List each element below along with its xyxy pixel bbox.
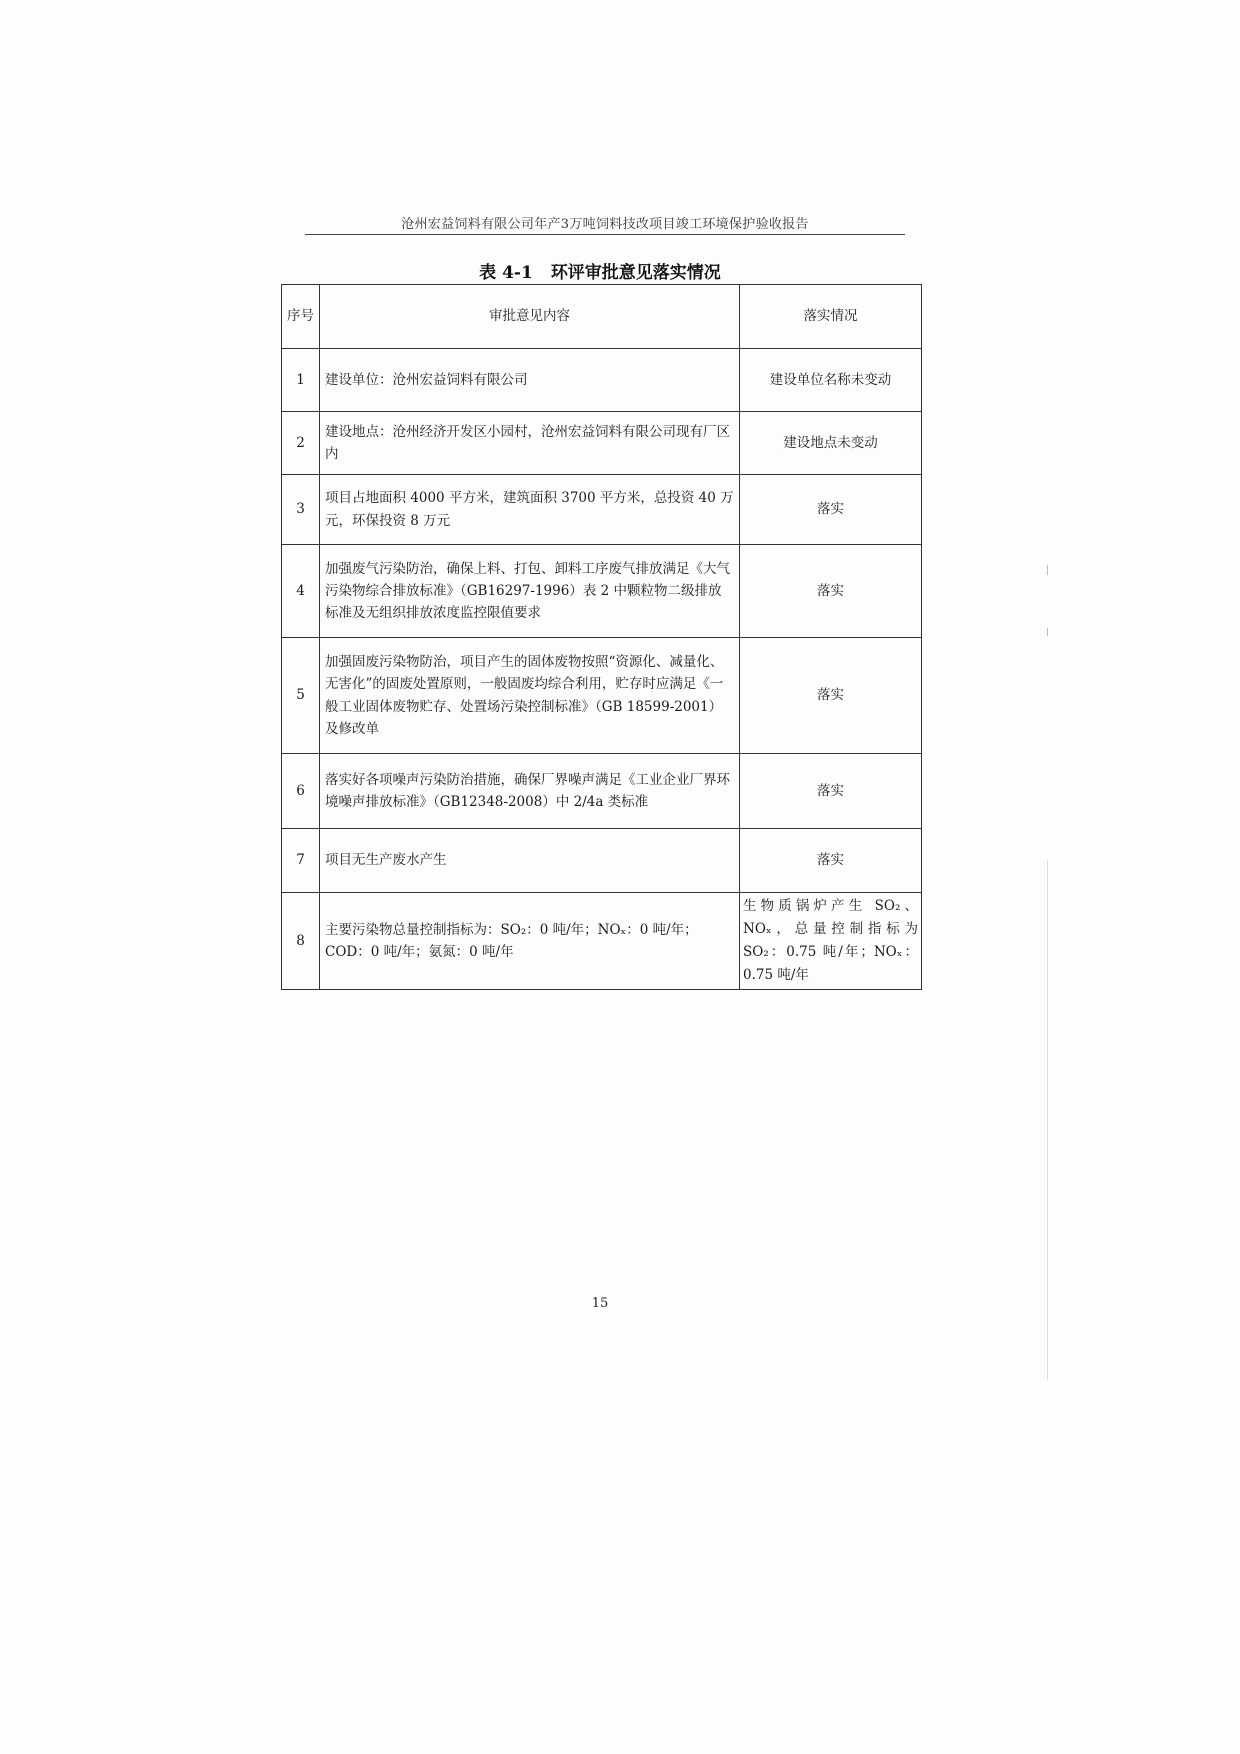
row-content: 落实好各项噪声污染防治措施，确保厂界噪声满足《工业企业厂界环境噪声排放标准》（GB12348-2008）中 2/4a 类标准 [320,754,740,829]
row-no: 2 [282,412,320,475]
table-number: 表 4-1 [479,263,533,283]
scan-edge-mark [1047,860,1048,1380]
row-no: 6 [282,754,320,829]
header-rule [305,234,905,235]
row-content: 项目占地面积 4000 平方米，建筑面积 3700 平方米，总投资 40 万元，环保投资 8 万元 [320,475,740,545]
table-row [282,475,922,545]
table-row [282,545,922,638]
page-number: 15 [591,1296,609,1311]
scan-edge-mark [1047,565,1048,575]
row-no: 4 [282,545,320,638]
row-content: 建设地点：沧州经济开发区小园村，沧州宏益饲料有限公司现有厂区内 [320,412,740,475]
row-status: 落实 [740,475,922,545]
row-content: 项目无生产废水产生 [320,829,740,893]
table-row [282,638,922,754]
row-status: 建设地点未变动 [740,412,922,475]
table-row [282,754,922,829]
approval-table [281,284,922,990]
row-status: 落实 [740,545,922,638]
row-no: 1 [282,349,320,412]
row-status: 落实 [740,754,922,829]
row-status: 落实 [740,638,922,754]
table-row [282,349,922,412]
header-content: 审批意见内容 [320,285,740,349]
header-no: 序号 [282,285,320,349]
table-row [282,412,922,475]
row-content: 加强废气污染防治，确保上料、打包、卸料工序废气排放满足《大气污染物综合排放标准》（GB16297-1996）表 2 中颗粒物二级排放标准及无组织排放浓度监控限值要求 [320,545,740,638]
running-header: 沧州宏益饲料有限公司年产3万吨饲料技改项目竣工环境保护验收报告 [401,217,809,232]
scan-edge-mark [1047,628,1048,636]
row-content: 主要污染物总量控制指标为：SO₂：0 吨/年；NOₓ：0 吨/年；COD：0 吨/年；氨氮：0 吨/年 [320,893,740,990]
row-no: 8 [282,893,320,990]
table-header-row [282,285,922,349]
table-title [280,258,920,283]
table-row [282,829,922,893]
row-no: 3 [282,475,320,545]
row-no: 7 [282,829,320,893]
row-status: 落实 [740,829,922,893]
row-content: 建设单位：沧州宏益饲料有限公司 [320,349,740,412]
row-status: 生物质锅炉产生 SO₂、NOₓ，总量控制指标为 SO₂：0.75 吨/年；NOₓ：0.75 吨/年 [740,893,922,990]
row-no: 5 [282,638,320,754]
table-title-text: 环评审批意见落实情况 [550,263,721,283]
header-status: 落实情况 [740,285,922,349]
row-content: 加强固废污染物防治，项目产生的固体废物按照“资源化、减量化、无害化”的固废处置原则，一般固废均综合利用，贮存时应满足《一般工业固体废物贮存、处置场污染控制标准》（GB 18599-2001）及修改单 [320,638,740,754]
row-status: 建设单位名称未变动 [740,349,922,412]
table-row [282,893,922,990]
